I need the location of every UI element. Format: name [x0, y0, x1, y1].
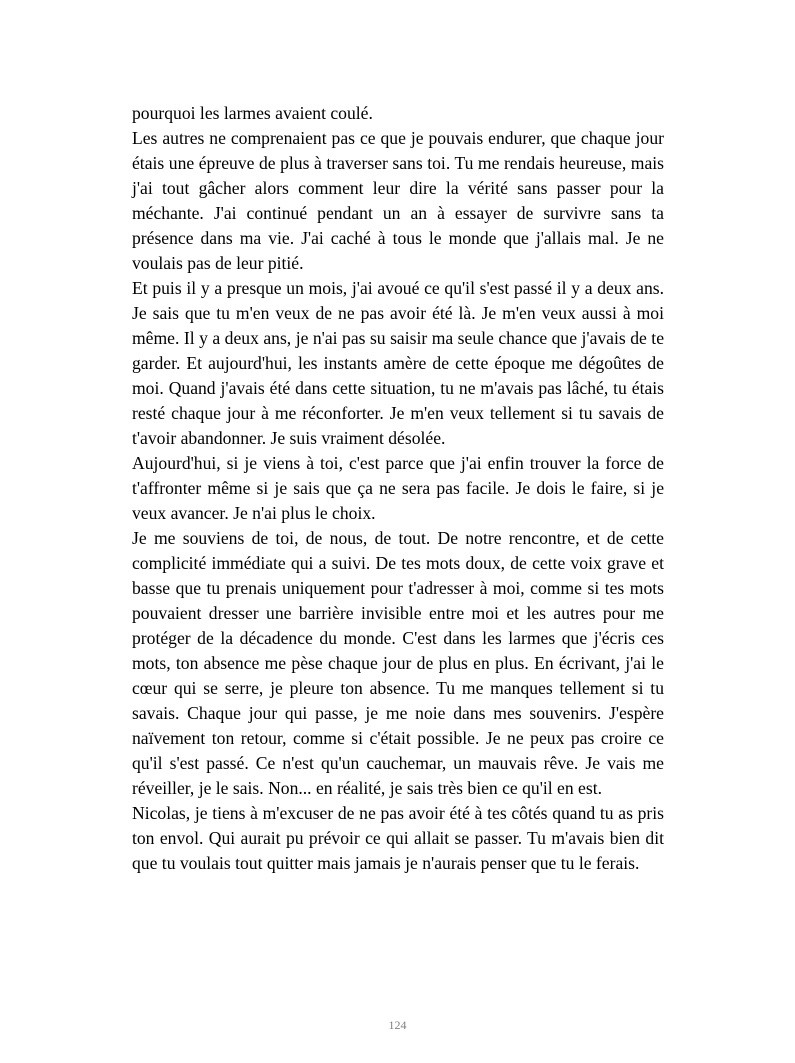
paragraph-2: Les autres ne comprenaient pas ce que je pouvais endurer, que chaque jour étais une épreuve de plus à traverser sans toi. Tu me rendais heureuse, mais j'ai tout gâcher alors comment leur dire la vérité sans passer pour la méchante. J'ai continué pendant un an à essayer de survivre sans ta présence dans ma vie. J'ai caché à tous le monde que j'allais mal. Je ne voulais pas de leur pitié. — [132, 128, 664, 273]
paragraph-4: Aujourd'hui, si je viens à toi, c'est parce que j'ai enfin trouver la force de t'affronter même si je sais que ça ne sera pas facile. Je dois le faire, si je veux avancer. Je n'ai plus le choix. — [132, 453, 664, 523]
paragraph-5: Je me souviens de toi, de nous, de tout. De notre rencontre, et de cette complicité immédiate qui a suivi. De tes mots doux, de cette voix grave et basse que tu prenais uniquement pour t'adresser à moi, comme si tes mots pouvaient dresser une barrière invisible entre moi et les autres pour me protéger de la décadence du monde. C'est dans les larmes que j'écris ces mots, ton absence me pèse chaque jour de plus en plus. En écrivant, j'ai le cœur qui se serre, je pleure ton absence. Tu me manques tellement si tu savais. Chaque jour qui passe, je me noie dans mes souvenirs. J'espère naïvement ton retour, comme si c'était possible. Je ne peux pas croire ce qu'il s'est passé. Ce n'est qu'un cauchemar, un mauvais rêve. Je vais me réveiller, je le sais. Non... en réalité, je sais très bien ce qu'il en est. — [132, 528, 664, 798]
paragraph-1: pourquoi les larmes avaient coulé. — [132, 103, 373, 123]
body-text — [132, 101, 664, 876]
paragraph-6: Nicolas, je tiens à m'excuser de ne pas avoir été à tes côtés quand tu as pris ton envol. Qui aurait pu prévoir ce qui allait se passer. Tu m'avais bien dit que tu voulais tout quitter mais jamais je n'aurais penser que tu le ferais. — [132, 803, 664, 873]
page-number: 124 — [388, 1018, 407, 1032]
paragraph-3: Et puis il y a presque un mois, j'ai avoué ce qu'il s'est passé il y a deux ans. Je sais que tu m'en veux de ne pas avoir été là. Je m'en veux aussi à moi même. Il y a deux ans, je n'ai pas su saisir ma seule chance que j'avais de te garder. Et aujourd'hui, les instants amère de cette époque me dégoûtes de moi. Quand j'avais été dans cette situation, tu ne m'avais pas lâché, tu étais resté chaque jour à me réconforter. Je m'en veux tellement si tu savais de t'avoir abandonner. Je suis vraiment désolée. — [132, 278, 664, 448]
